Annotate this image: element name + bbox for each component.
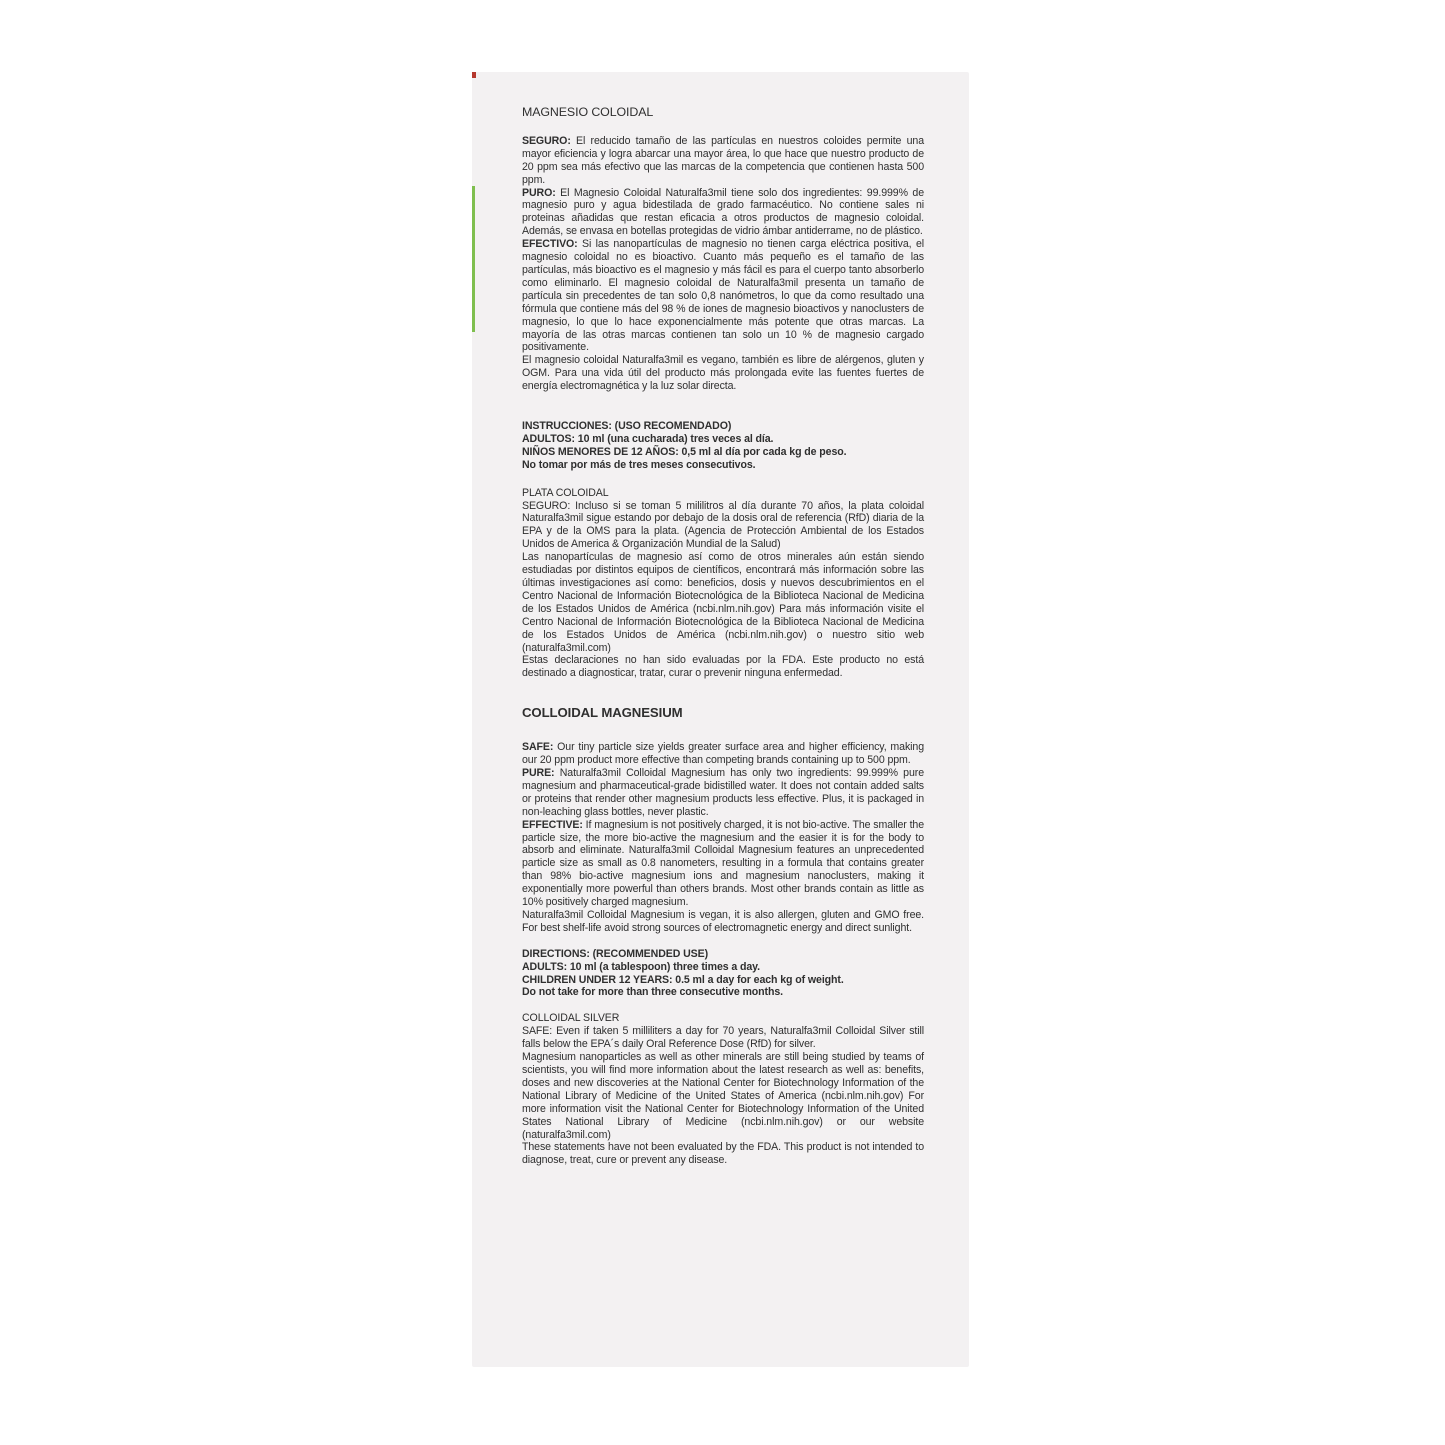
english-silver-paragraph: SAFE: Even if taken 5 milliliters a day for 70 years, Naturalfa3mil Colloidal Silver still falls below the EPA´s daily Oral Reference Dose (RfD) for silver. [522,1025,924,1051]
english-paragraph-effective: EFFECTIVE: If magnesium is not positively charged, it is not bio-active. The smaller the particle size, the more bio-active the magnesium and the easier it is for the body to absorb and eliminate. Naturalfa3mil Colloidal Magnesium features an unprecedented particle size as small as 0.8 nanometers, resulting in a formula that contains greater than 98% bio-active magnesium ions and magnesium nanoclusters, making it exponentially more powerful than others brands. Most other brands contain as little as 10% positively charged magnesium. [522,818,924,909]
directions-children: CHILDREN UNDER 12 YEARS: 0.5 ml a day for each kg of weight. [522,973,844,986]
english-silver-section [522,1025,924,1167]
instructions-adults: ADULTOS: 10 ml (una cucharada) tres veces al día. [522,432,774,445]
english-directions [522,948,924,1000]
spanish-instructions [522,420,924,472]
spanish-title: MAGNESIO COLOIDAL [522,105,654,119]
spanish-description [522,135,924,393]
english-silver-title: COLLOIDAL SILVER [522,1012,620,1025]
instructions-children: NIÑOS MENORES DE 12 AÑOS: 0,5 ml al día por cada kg de peso. [522,445,847,458]
english-paragraph-vegan: Naturalfa3mil Colloidal Magnesium is vegan, it is also allergen, gluten and GMO free. For best shelf-life avoid strong sources of electromagnetic energy and direct sunlight. [522,908,924,934]
instructions-limit: No tomar por más de tres meses consecutivos. [522,458,756,471]
english-paragraph-pure: PURE: Naturalfa3mil Colloidal Magnesium has only two ingredients: 99.999% pure magnesium and pharmaceutical-grade bidistilled water. It does not contain added salts or proteins that render other magnesium products less effective. Plus, it is packaged in non-leaching glass bottles, never plastic. [522,766,924,818]
spanish-paragraph-pure: PURO: El Magnesio Coloidal Naturalfa3mil tiene solo dos ingredientes: 99.999% de magnesio puro y agua bidestilada de grado farmacéutico. No contiene sales ni proteinas añadidas que restan eficacia a otros productos de magnesio coloidal. Además, se envasa en botellas protegidas de vidrio ámbar antiderrame, no de plástico. [522,186,924,238]
spanish-paragraph-safe: SEGURO: El reducido tamaño de las partículas en nuestros coloides permite una mayor eficiencia y logra abarcar una mayor área, lo que hace que nuestro producto de 20 ppm sea más efectivo que las marcas de la competencia que contienen hasta 500 ppm. [522,134,924,186]
english-description [522,741,924,935]
spanish-silver-section [522,500,924,681]
green-edge-accent [472,186,475,332]
english-fda-disclaimer: These statements have not been evaluated by the FDA. This product is not intended to diagnose, treat, cure or prevent any disease. [522,1141,924,1167]
label-text-area [522,106,924,1167]
instructions-heading: INSTRUCCIONES: (USO RECOMENDADO) [522,420,732,433]
spanish-silver-paragraph: SEGURO: Incluso si se toman 5 mililitros al día durante 70 años, la plata coloidal Naturalfa3mil sigue estando por debajo de la dosis oral de referencia (RfD) diaria de la EPA y de la OMS para la plata. (Agencia de Protección Ambiental de los Estados Unidos de America & Organización Mundial de la Salud) [522,499,924,551]
directions-heading: DIRECTIONS: (RECOMMENDED USE) [522,947,709,960]
spanish-research-paragraph: Las nanopartículas de magnesio así como de otros minerales aún están siendo estudiadas por distintos equipos de científicos, encontrará más información sobre las últimas investigaciones así como: beneficios, dosis y nuevos descubrimientos en el Centro Nacional de Información Biotecnológica de la Biblioteca Nacional de Medicina de los Estados Unidos de América (ncbi.nlm.nih.gov) Para más información visite el Centro Nacional de Información Biotecnológica de la Biblioteca Nacional de Medicina de los Estados Unidos de América (ncbi.nlm.nih.gov) o nuestro sitio web (naturalfa3mil.com) [522,551,924,654]
red-edge-accent [472,72,476,78]
spanish-silver-title: PLATA COLOIDAL [522,486,609,499]
english-title: COLLOIDAL MAGNESIUM [522,705,683,721]
directions-limit: Do not take for more than three consecutive months. [522,986,783,999]
english-research-paragraph: Magnesium nanoparticles as well as other minerals are still being studied by teams of scientists, you will find more information about the latest research as well as: benefits, doses and new discoveries at the National Center for Biotechnology Information of the National Library of Medicine of the United States of America (ncbi.nlm.nih.gov) For more information visit the National Center for Biotechnology Information of the United States National Library of Medicine (ncbi.nlm.nih.gov) or our website (naturalfa3mil.com) [522,1051,924,1141]
english-paragraph-safe: SAFE: Our tiny particle size yields greater surface area and higher efficiency, making our 20 ppm product more effective than competing brands containing up to 500 ppm. [522,741,924,767]
spanish-paragraph-effective: EFECTIVO: Si las nanopartículas de magnesio no tienen carga eléctrica positiva, el magnesio coloidal no es bioactivo. Cuanto más pequeño es el tamaño de las partículas, más bioactivo es el magnesio y más fácil es para el cuerpo tanto absorberlo como eliminarlo. El magnesio coloidal de Naturalfa3mil presenta un tamaño de partícula sin precedentes de tan solo 0,8 nanómetros, lo que da como resultado una fórmula que contiene más del 98 % de iones de magnesio bioactivos y nanoclusters de magnesio, lo que lo hace exponencialmente más potente que otras marcas. La mayoría de las otras marcas contienen tan solo un 10 % de magnesio cargado positivamente. [522,238,924,354]
spanish-fda-disclaimer: Estas declaraciones no han sido evaluadas por la FDA. Este producto no está destinado a diagnosticar, tratar, curar o prevenir ninguna enfermedad. [522,654,924,680]
spanish-paragraph-vegan: El magnesio coloidal Naturalfa3mil es vegano, también es libre de alérgenos, gluten y OGM. Para una vida útil del producto más prolongada evite las fuentes fuertes de energía electromagnética y la luz solar directa. [522,354,924,393]
directions-adults: ADULTS: 10 ml (a tablespoon) three times a day. [522,960,761,973]
